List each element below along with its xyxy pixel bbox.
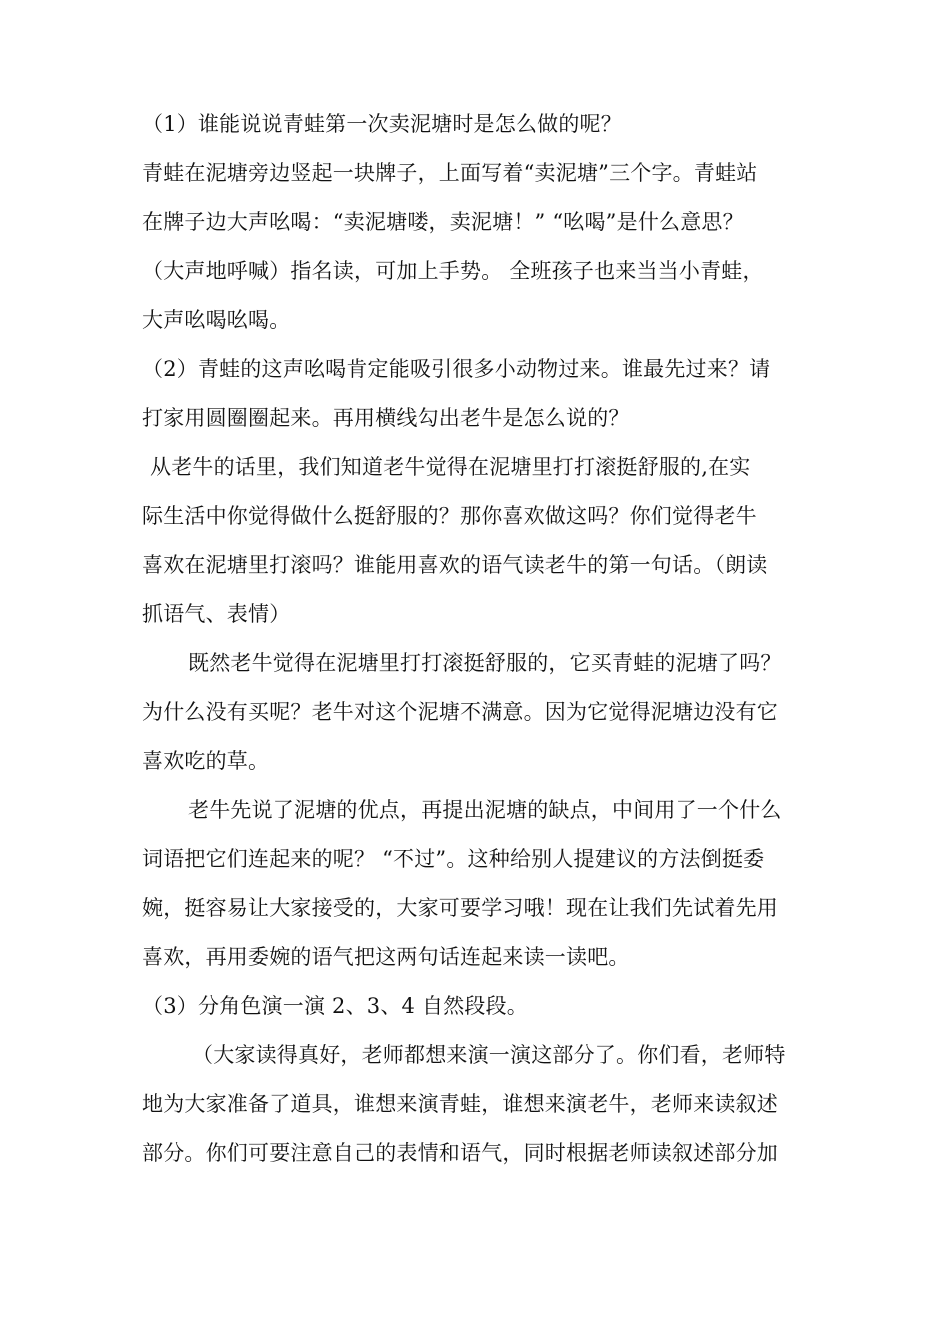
paragraph-line: 部分。你们可要注意自己的表情和语气，同时根据老师读叙述部分加 bbox=[142, 1141, 778, 1165]
paragraph-line: 在牌子边大声吆喝：“卖泥塘喽，卖泥塘！” “吆喝”是什么意思？ bbox=[142, 210, 744, 234]
question-1-line: （1）谁能说说青蛙第一次卖泥塘时是怎么做的呢？ bbox=[142, 112, 622, 136]
paragraph-line: （大声地呼喊）指名读，可加上手势。 全班孩子也来当当小青蛙， bbox=[142, 259, 764, 283]
document-body bbox=[142, 100, 832, 1178]
paragraph-line: 从老牛的话里，我们知道老牛觉得在泥塘里打打滚挺舒服的,在实 bbox=[150, 455, 751, 479]
paragraph-line: 婉，挺容易让大家接受的，大家可要学习哦！现在让我们先试着先用 bbox=[142, 896, 778, 920]
paragraph-line: 抓语气、表情） bbox=[142, 602, 291, 626]
paragraph-line: 为什么没有买呢？老牛对这个泥塘不满意。因为它觉得泥塘边没有它 bbox=[142, 700, 778, 724]
paragraph-line: 喜欢，再用委婉的语气把这两句话连起来读一读吧。 bbox=[142, 945, 630, 969]
paragraph-line: 老牛先说了泥塘的优点，再提出泥塘的缺点，中间用了一个什么 bbox=[188, 798, 782, 822]
paragraph-line: 既然老牛觉得在泥塘里打打滚挺舒服的，它买青蛙的泥塘了吗？ bbox=[188, 651, 782, 675]
question-2-line: （2）青蛙的这声吆喝肯定能吸引很多小动物过来。谁最先过来？请 bbox=[142, 357, 771, 381]
paragraph-line: 际生活中你觉得做什么挺舒服的？那你喜欢做这吗？你们觉得老牛 bbox=[142, 504, 757, 528]
paragraph-line: （大家读得真好，老师都想来演一演这部分了。你们看，老师特 bbox=[192, 1043, 786, 1067]
paragraph-line: 喜欢在泥塘里打滚吗？谁能用喜欢的语气读老牛的第一句话。（朗读 bbox=[142, 553, 768, 577]
question-3-line: （3）分角色演一演 2、3、4 自然段段。 bbox=[142, 994, 528, 1018]
paragraph-line: 青蛙在泥塘旁边竖起一块牌子，上面写着“卖泥塘”三个字。青蛙站 bbox=[142, 161, 758, 185]
paragraph-line: 大声吆喝吆喝。 bbox=[142, 308, 291, 332]
paragraph-line: 地为大家准备了道具，谁想来演青蛙，谁想来演老牛，老师来读叙述 bbox=[142, 1092, 778, 1116]
paragraph-line: 打家用圆圈圈起来。再用横线勾出老牛是怎么说的？ bbox=[142, 406, 630, 430]
paragraph-line: 词语把它们连起来的呢？ “不过”。这种给别人提建议的方法倒挺委 bbox=[142, 847, 765, 871]
paragraph-line: 喜欢吃的草。 bbox=[142, 749, 270, 773]
